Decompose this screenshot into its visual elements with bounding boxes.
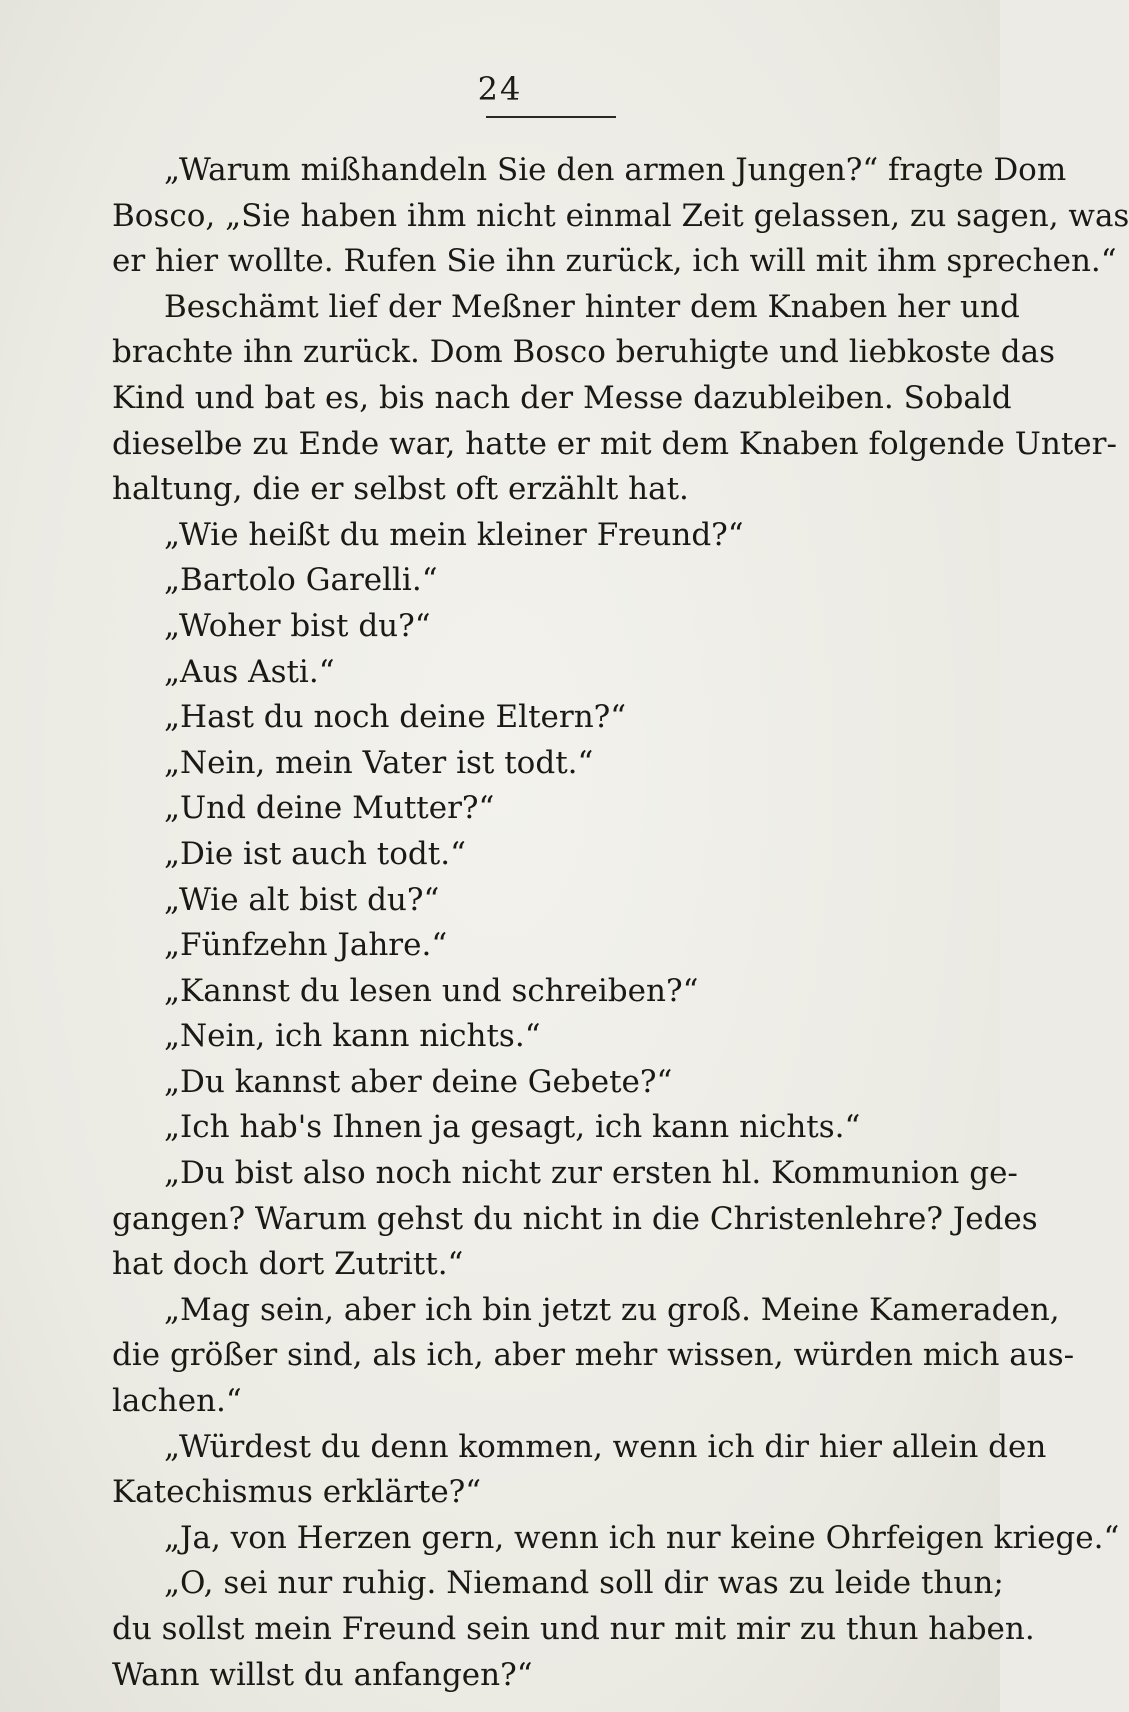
text-line: gangen? Warum gehst du nicht in die Christenlehre? Jedes: [112, 1200, 1038, 1237]
text-line: „Kannst du lesen und schreiben?“: [164, 972, 699, 1009]
text-line: „Ja, von Herzen gern, wenn ich nur keine Ohrfeigen kriege.“: [164, 1519, 1120, 1556]
text-line: Bosco, „Sie haben ihm nicht einmal Zeit gelassen, zu sagen, was: [112, 197, 1129, 234]
text-line: „Würdest du denn kommen, wenn ich dir hier allein den: [164, 1428, 1047, 1465]
text-line: „Die ist auch todt.“: [164, 835, 466, 872]
text-line: „Bartolo Garelli.“: [164, 562, 438, 599]
text-line: er hier wollte. Rufen Sie ihn zurück, ich will mit ihm sprechen.“: [112, 243, 1117, 280]
text-line: lachen.“: [112, 1383, 242, 1420]
text-line: hat doch dort Zutritt.“: [112, 1246, 464, 1283]
body-text: [112, 148, 1129, 1698]
text-line: „Hast du noch deine Eltern?“: [164, 699, 627, 736]
text-line: „Wie alt bist du?“: [164, 881, 440, 918]
text-line: „Woher bist du?“: [164, 607, 431, 644]
text-line: „Nein, mein Vater ist todt.“: [164, 744, 594, 781]
text-line: brachte ihn zurück. Dom Bosco beruhigte und liebkoste das: [112, 334, 1056, 371]
text-line: „Ich hab's Ihnen ja gesagt, ich kann nichts.“: [164, 1109, 861, 1146]
text-line: „Mag sein, aber ich bin jetzt zu groß. Meine Kameraden,: [164, 1291, 1060, 1328]
text-line: die größer sind, als ich, aber mehr wissen, würden mich aus-: [112, 1337, 1075, 1374]
text-line: Wann willst du anfangen?“: [112, 1656, 533, 1693]
text-line: „Wie heißt du mein kleiner Freund?“: [164, 516, 744, 553]
text-line: „Fünfzehn Jahre.“: [164, 927, 448, 964]
text-line: „Aus Asti.“: [164, 653, 335, 690]
text-line: „Du bist also noch nicht zur ersten hl. Kommunion ge-: [164, 1155, 1018, 1192]
text-line: Kind und bat es, bis nach der Messe dazubleiben. Sobald: [112, 379, 1012, 416]
page-number: 24: [477, 70, 523, 108]
text-line: Katechismus erklärte?“: [112, 1474, 482, 1511]
header-rule: [486, 116, 616, 118]
text-line: „Du kannst aber deine Gebete?“: [164, 1063, 673, 1100]
text-line: „Und deine Mutter?“: [164, 790, 495, 827]
text-line: Beschämt lief der Meßner hinter dem Knaben her und: [164, 288, 1020, 325]
text-line: „O, sei nur ruhig. Niemand soll dir was zu leide thun;: [164, 1565, 1004, 1602]
text-line: haltung, die er selbst oft erzählt hat.: [112, 471, 689, 508]
text-line: du sollst mein Freund sein und nur mit mir zu thun haben.: [112, 1611, 1035, 1647]
text-line: dieselbe zu Ende war, hatte er mit dem Knaben folgende Unter-: [112, 425, 1117, 462]
text-line: „Nein, ich kann nichts.“: [164, 1018, 541, 1055]
text-line: „Warum mißhandeln Sie den armen Jungen?“ fragte Dom: [164, 152, 1067, 188]
